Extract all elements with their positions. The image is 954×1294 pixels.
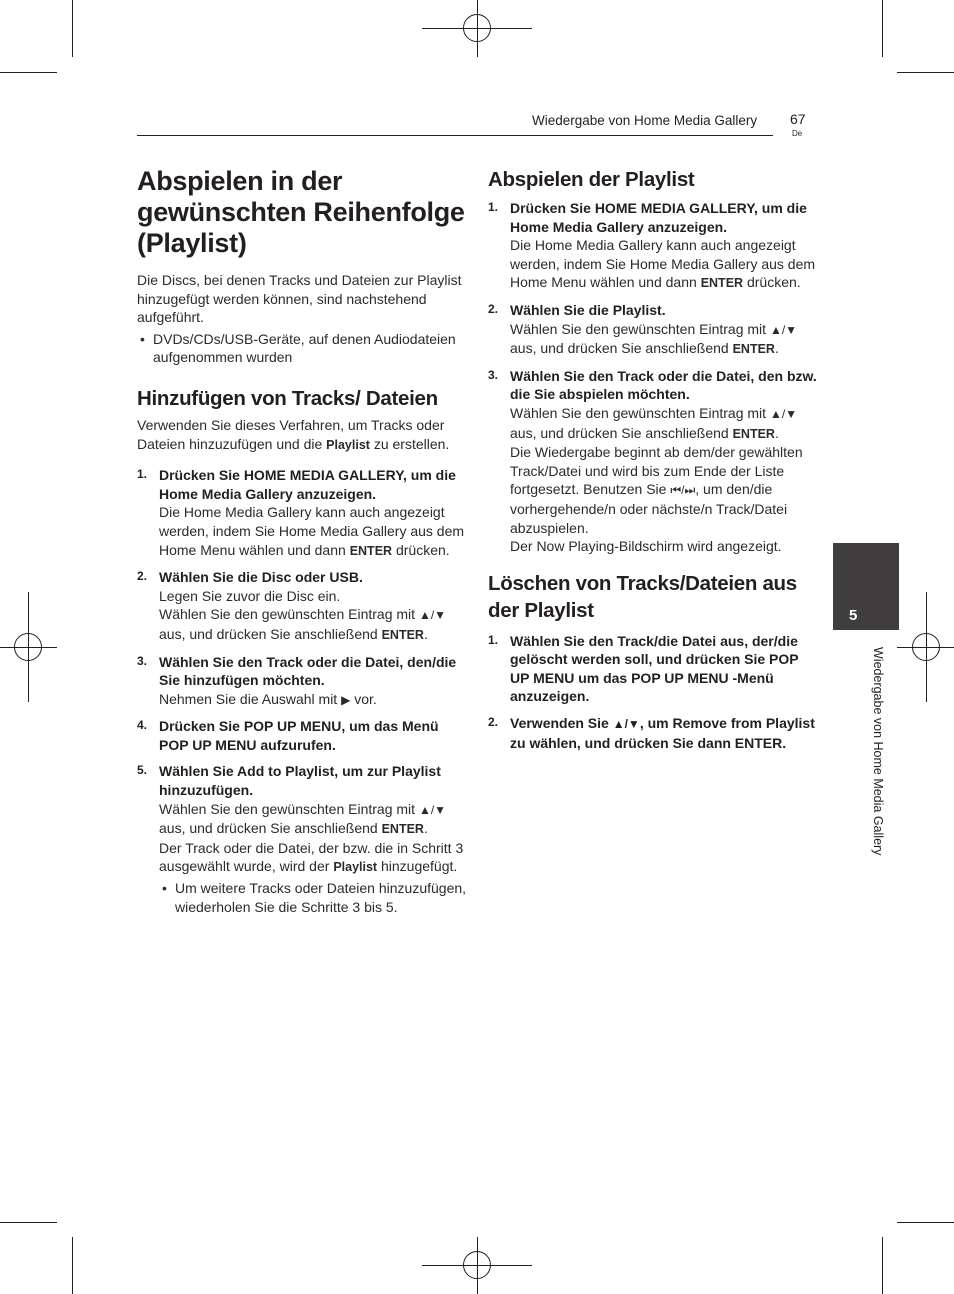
- step-text: Die Wiedergabe beginnt ab dem/der gewählten Track/Datei und wird bis zum Ende der Liste fortgesetzt. Benutzen Sie: [510, 444, 803, 498]
- step-item: [137, 466, 467, 560]
- step-number: 2.: [488, 715, 499, 730]
- key-label: ENTER: [700, 276, 744, 291]
- step-number: 3.: [137, 653, 148, 668]
- add-intro-text-end: zu erstellen.: [373, 435, 450, 452]
- step-text: Nehmen Sie die Auswahl mit: [159, 690, 338, 707]
- step-number: 5.: [137, 763, 148, 778]
- step-text: aus, und drücken Sie anschließend: [159, 625, 378, 642]
- add-intro: [137, 416, 467, 454]
- page-number: 67: [790, 111, 806, 127]
- step-heading: Wählen Sie die Disc oder USB.: [159, 569, 363, 586]
- step-text: .: [423, 625, 428, 642]
- step-heading: Wählen Sie den Track/die Datei aus, der/die gelöscht werden soll, und drücken Sie POP UP MENU um das POP UP MENU -Menü anzuzeigen.: [510, 632, 799, 705]
- key-label: ENTER: [732, 342, 775, 357]
- step-text: .: [423, 820, 428, 837]
- key-label: Playlist: [333, 860, 378, 875]
- step-heading: Wählen Sie den Track oder die Datei, den bzw. die Sie abspielen möchten.: [510, 367, 817, 403]
- step-item: [137, 717, 467, 754]
- step-item: [137, 568, 467, 644]
- step-number: 2.: [488, 301, 499, 316]
- step-number: 1.: [488, 632, 499, 647]
- key-label: Playlist: [326, 437, 370, 452]
- step-heading: [510, 714, 818, 752]
- crop-mark: [72, 0, 73, 57]
- registration-mark-circle: [14, 633, 42, 661]
- crop-mark: [72, 1237, 73, 1294]
- step-text: .: [774, 340, 779, 357]
- key-label: ENTER: [732, 426, 775, 441]
- chapter-side-label: Wiedergabe von Home Media Gallery: [871, 647, 885, 856]
- crop-mark: [0, 1222, 57, 1223]
- step-text: hinzugefügt.: [380, 858, 458, 875]
- crop-mark: [0, 72, 57, 73]
- step-text: Der Now Playing-Bildschirm wird angezeigt.: [510, 538, 782, 555]
- step-item: [137, 762, 467, 916]
- step-body: [510, 320, 818, 359]
- step-number: 1.: [488, 200, 499, 214]
- registration-mark-circle: [463, 1251, 491, 1279]
- page-title: Abspielen in der gewünschten Reihenfolge (Playlist): [137, 166, 465, 258]
- step-text: Wählen Sie den gewünschten Eintrag mit: [510, 320, 767, 337]
- step-heading: Drücken Sie HOME MEDIA GALLERY, um die Home Media Gallery anzuzeigen.: [510, 200, 807, 235]
- step-item: [488, 199, 818, 293]
- skip-back-forward-icon: ⏮/⏭: [670, 483, 696, 498]
- registration-mark-circle: [912, 633, 940, 661]
- up-down-arrow-icon: ▲/▼: [418, 802, 447, 817]
- crop-mark: [897, 1222, 954, 1223]
- step-text: Die Home Media Gallery kann auch angezeigt werden, indem Sie Home Media Gallery aus dem Home Menu wählen und dann: [510, 237, 816, 291]
- step-text: , um Remove from Playlist zu wählen, und drücken Sie dann ENTER.: [510, 715, 815, 751]
- bullet-text: DVDs/CDs/USB-Geräte, auf denen Audiodateien aufgenommen wurden: [153, 330, 456, 366]
- right-column: [488, 166, 818, 752]
- header-rule: [137, 135, 773, 136]
- step-text: Wählen Sie den gewünschten Eintrag mit: [510, 404, 767, 421]
- step-item: [488, 367, 818, 556]
- left-column: [137, 166, 467, 916]
- step-number: 1.: [137, 467, 148, 482]
- step-heading: Wählen Sie den Track oder die Datei, den/die Sie hinzufügen möchten.: [159, 653, 457, 689]
- crop-mark: [882, 0, 883, 57]
- registration-mark-circle: [463, 14, 491, 42]
- step-item: [137, 653, 467, 710]
- step-text: aus, und drücken Sie anschließend: [510, 340, 729, 357]
- bullet-item: [137, 330, 467, 367]
- step-number: 3.: [488, 367, 499, 382]
- step-text: drücken.: [746, 274, 801, 291]
- right-arrow-icon: ▶: [341, 692, 351, 707]
- section-heading-play: Abspielen der Playlist: [488, 168, 695, 191]
- up-down-arrow-icon: ▲/▼: [769, 406, 798, 421]
- step-text: Verwenden Sie: [510, 715, 609, 732]
- up-down-arrow-icon: ▲/▼: [769, 322, 798, 337]
- step-text: aus, und drücken Sie anschließend: [159, 820, 378, 837]
- step-text: drücken.: [395, 541, 450, 558]
- bullet-text: Um weitere Tracks oder Dateien hinzuzufügen, wiederholen Sie die Schritte 3 bis 5.: [175, 880, 467, 915]
- step-number: 2.: [137, 569, 148, 584]
- intro-paragraph: Die Discs, bei denen Tracks und Dateien zur Playlist hinzugefügt werden können, sind nachstehend aufgeführt.: [137, 272, 462, 326]
- key-label: ENTER: [349, 543, 393, 558]
- step-heading: Drücken Sie HOME MEDIA GALLERY, um die Home Media Gallery anzuzeigen.: [159, 467, 456, 502]
- step-body: [510, 236, 818, 293]
- add-intro-text: Verwenden Sie dieses Verfahren, um Tracks oder Dateien hinzuzufügen und die: [137, 416, 445, 452]
- chapter-number: 5: [849, 607, 858, 624]
- step-body: [159, 690, 467, 710]
- step-body: [510, 404, 818, 556]
- step-text: Wählen Sie den gewünschten Eintrag mit: [159, 800, 416, 817]
- step-heading: Wählen Sie Add to Playlist, um zur Playlist hinzuzufügen.: [159, 763, 441, 799]
- crop-mark: [897, 72, 954, 73]
- step-text: .: [774, 424, 779, 441]
- bullet-item: [159, 879, 467, 916]
- chapter-tab: [833, 543, 899, 630]
- step-body: [159, 503, 467, 560]
- step-heading: Drücken Sie POP UP MENU, um das Menü POP UP MENU aufzurufen.: [159, 718, 439, 753]
- running-header-title: Wiedergabe von Home Media Gallery: [532, 113, 758, 128]
- up-down-arrow-icon: ▲/▼: [612, 717, 640, 732]
- step-item: [488, 714, 818, 752]
- step-text: , um den/die vorhergehende/n oder nächste/n Track/Datei abzuspielen.: [510, 481, 788, 536]
- step-item: [488, 632, 818, 706]
- section-heading-delete: Löschen von Tracks/Dateien aus der Playlist: [488, 571, 797, 622]
- step-text: vor.: [354, 690, 377, 707]
- language-code: De: [792, 129, 803, 138]
- step-heading: Wählen Sie die Playlist.: [510, 301, 666, 318]
- step-body: [159, 800, 467, 877]
- bullet-dot: •: [140, 330, 145, 347]
- step-body: [159, 587, 467, 645]
- step-number: 4.: [137, 718, 148, 733]
- bullet-dot: •: [162, 880, 167, 897]
- key-label: ENTER: [381, 822, 424, 837]
- step-text: Die Home Media Gallery kann auch angezeigt werden, indem Sie Home Media Gallery aus dem Home Menu wählen und dann: [159, 504, 465, 558]
- step-text: Wählen Sie den gewünschten Eintrag mit: [159, 606, 416, 623]
- step-text: Der Track oder die Datei, der bzw. die in Schritt 3 ausgewählt wurde, wird der: [159, 839, 464, 875]
- step-item: [488, 301, 818, 359]
- step-text: Legen Sie zuvor die Disc ein.: [159, 587, 341, 604]
- key-label: ENTER: [381, 627, 424, 642]
- crop-mark: [882, 1237, 883, 1294]
- step-text: aus, und drücken Sie anschließend: [510, 424, 729, 441]
- up-down-arrow-icon: ▲/▼: [418, 608, 447, 623]
- section-heading-add: Hinzufügen von Tracks/ Dateien: [137, 386, 438, 410]
